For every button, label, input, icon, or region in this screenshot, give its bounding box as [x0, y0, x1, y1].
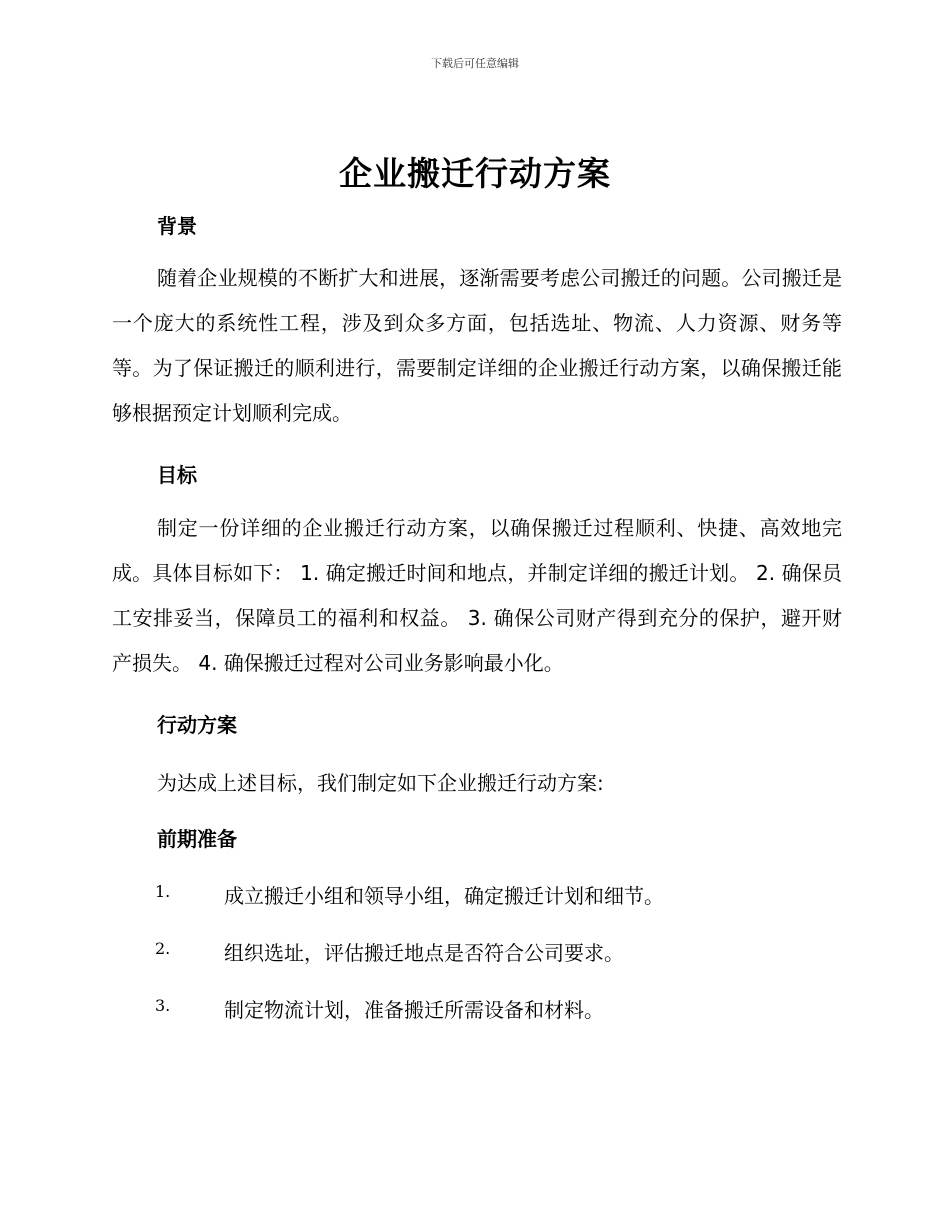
list-number: 2.	[155, 939, 171, 958]
heading-action: 行动方案	[157, 713, 237, 737]
heading-background: 背景	[157, 214, 197, 238]
list-item	[155, 994, 855, 1024]
list-text: 组织选址，评估搬迁地点是否符合公司要求。	[224, 941, 624, 965]
list-item	[155, 880, 855, 910]
document-title: 企业搬迁行动方案	[339, 154, 611, 193]
heading-goal: 目标	[157, 463, 197, 487]
heading-preparation: 前期准备	[157, 827, 237, 851]
list-item	[155, 937, 855, 967]
paragraph-background: 随着企业规模的不断扩大和进展，逐渐需要考虑公司搬迁的问题。公司搬迁是一个庞大的系统性工程，涉及到众多方面，包括选址、物流、人力资源、财务等等。为了保证搬迁的顺利进行，需要制定详细的企业搬迁行动方案，以确保搬迁能够根据预定计划顺利完成。	[112, 266, 842, 425]
list-number: 1.	[155, 882, 171, 901]
list-text: 制定物流计划，准备搬迁所需设备和材料。	[224, 998, 604, 1022]
paragraph-goal: 制定一份详细的企业搬迁行动方案，以确保搬迁过程顺利、快捷、高效地完成。具体目标如下： 1. 确定搬迁时间和地点，并制定详细的搬迁计划。 2. 确保员工安排妥当，保障员工的福利和权益。 3. 确保公司财产得到充分的保护，避开财产损失。 4. 确保搬迁过程对公司业务影响最小化。	[112, 516, 842, 675]
paragraph-action-intro: 为达成上述目标，我们制定如下企业搬迁行动方案:	[157, 771, 604, 795]
header-note: 下载后可任意编辑	[431, 57, 519, 70]
list-text: 成立搬迁小组和领导小组，确定搬迁计划和细节。	[224, 884, 664, 908]
list-number: 3.	[155, 996, 171, 1015]
